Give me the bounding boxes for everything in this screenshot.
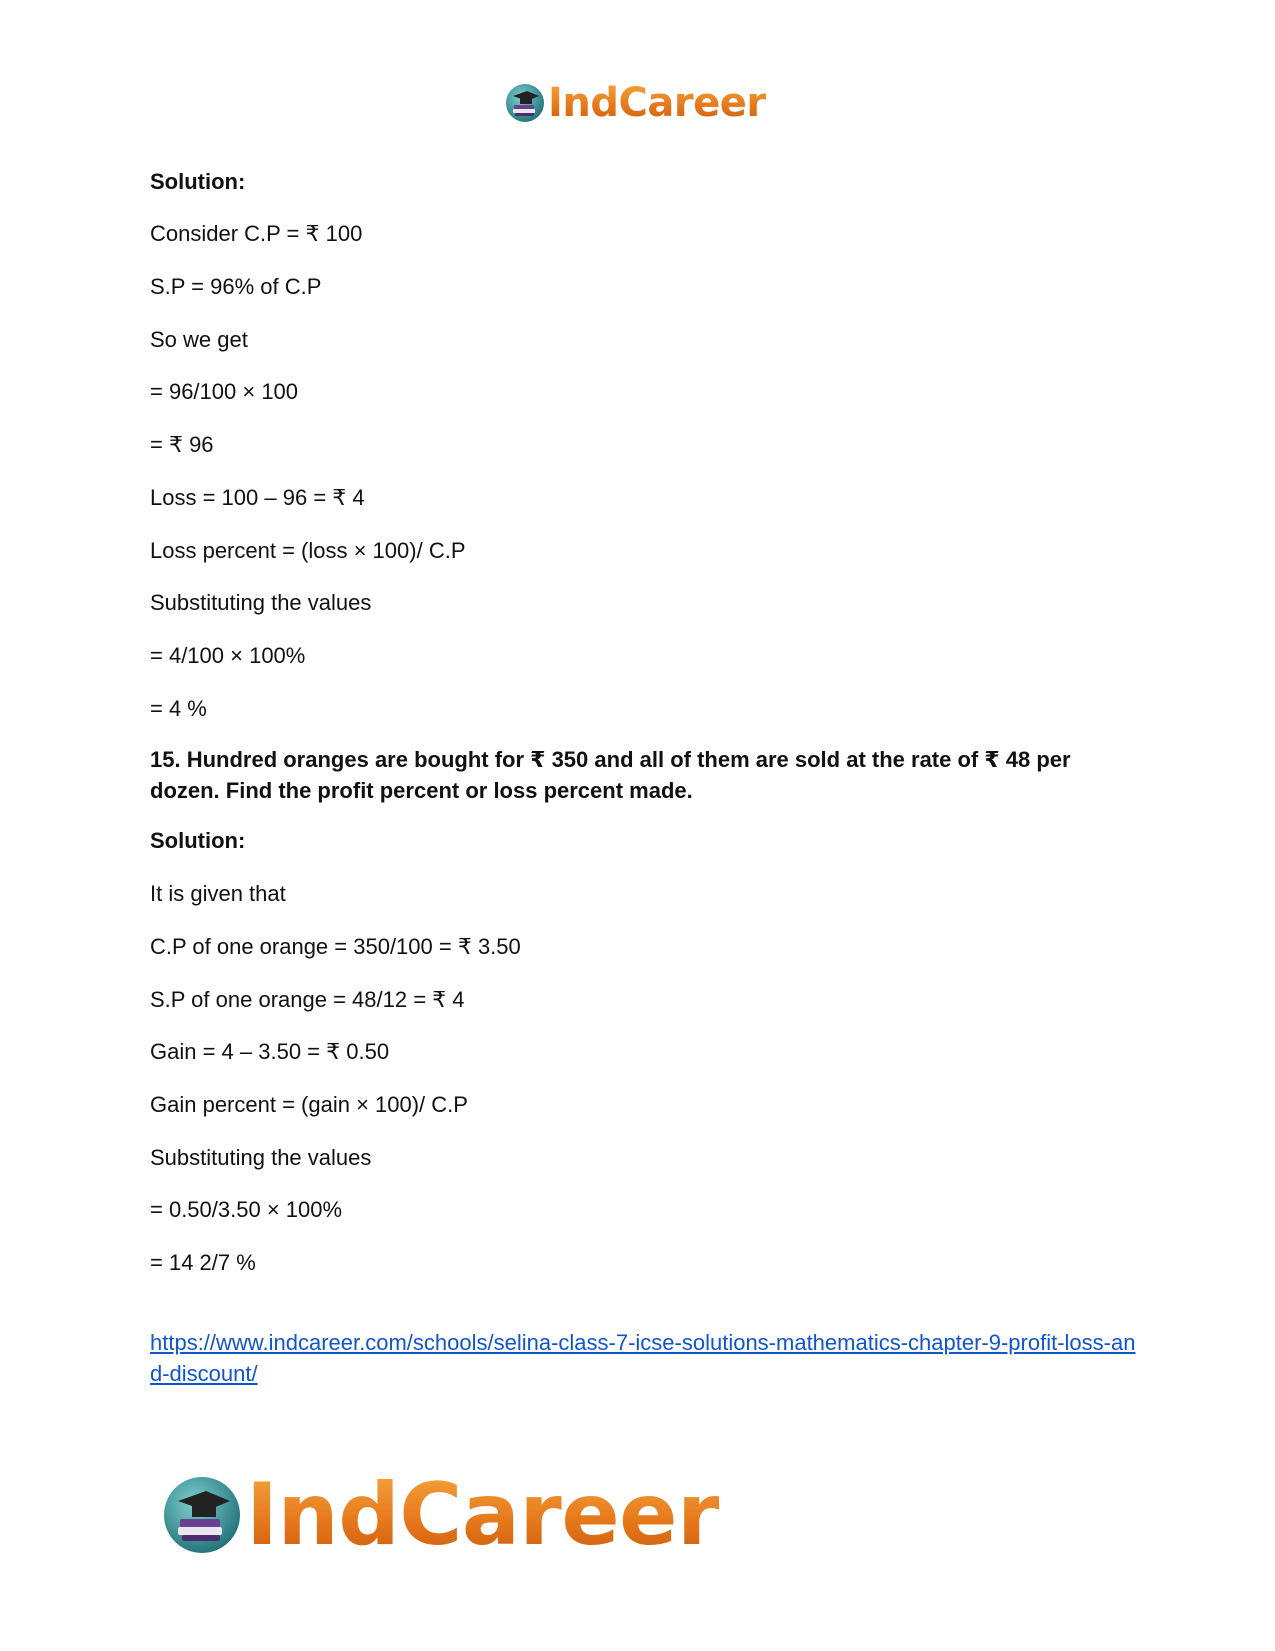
solution-line: = 4/100 × 100%	[150, 643, 306, 668]
solution-line: = 96/100 × 100	[150, 379, 299, 404]
solution-label-1: Solution:	[150, 169, 246, 194]
solution-line: = 4 %	[150, 696, 207, 721]
solution-line: So we get	[150, 327, 248, 352]
solution-line: = 14 2/7 %	[150, 1250, 256, 1275]
solution-line: Consider C.P = ₹ 100	[150, 221, 363, 246]
footer-logo	[162, 1465, 719, 1565]
header-logo-text: IndCareer	[548, 80, 766, 126]
solution-line: Loss percent = (loss × 100)/ C.P	[150, 538, 466, 563]
solution-label-2: Solution:	[150, 828, 246, 853]
source-link[interactable]: https://www.indcareer.com/schools/selina-class-7-icse-solutions-mathematics-chapter-9-profit-loss-and-discount/	[150, 1330, 1136, 1386]
solution-line: C.P of one orange = 350/100 = ₹ 3.50	[150, 934, 521, 959]
solution-line: = 0.50/3.50 × 100%	[150, 1197, 343, 1222]
question-15: 15. Hundred oranges are bought for ₹ 350 and all of them are sold at the rate of ₹ 48 per dozen. Find the profit percent or loss percent made.	[150, 747, 1071, 803]
footer-logo-text: IndCareer	[246, 1465, 719, 1565]
solution-line: Loss = 100 – 96 = ₹ 4	[150, 485, 365, 510]
header-logo	[505, 80, 766, 126]
solution-line: Substituting the values	[150, 590, 372, 615]
graduation-cap-books-globe-icon	[505, 83, 545, 123]
solution-line: S.P = 96% of C.P	[150, 274, 322, 299]
graduation-cap-books-globe-icon	[162, 1475, 242, 1555]
solution-line: Substituting the values	[150, 1145, 372, 1170]
solution-line: S.P of one orange = 48/12 = ₹ 4	[150, 987, 465, 1012]
solution-line: = ₹ 96	[150, 432, 214, 457]
solution-line: Gain = 4 – 3.50 = ₹ 0.50	[150, 1039, 390, 1064]
solution-line: Gain percent = (gain × 100)/ C.P	[150, 1092, 468, 1117]
solution-line: It is given that	[150, 881, 286, 906]
